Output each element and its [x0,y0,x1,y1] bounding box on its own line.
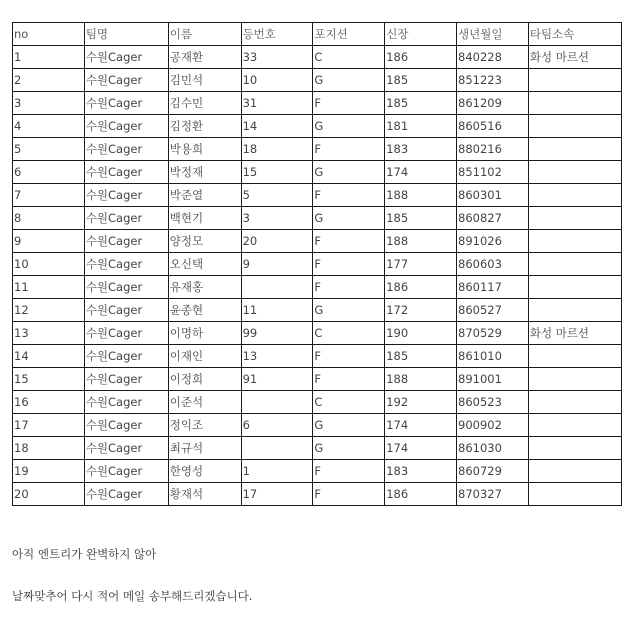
header-height: 신장 [385,23,457,46]
cell-jersey-number: 6 [241,414,313,437]
cell-name: 최규석 [168,437,241,460]
cell-name: 김수민 [168,92,241,115]
table-row [13,437,622,460]
cell-birthdate: 860603 [457,253,529,276]
table-row [13,138,622,161]
cell-jersey-number [241,276,313,299]
cell-other-team [528,345,621,368]
cell-no: 12 [13,299,85,322]
cell-height: 185 [385,207,457,230]
cell-position: F [313,460,385,483]
table-row [13,368,622,391]
cell-jersey-number: 1 [241,460,313,483]
cell-position: F [313,345,385,368]
cell-name: 김민석 [168,69,241,92]
cell-team: 수원Cager [84,207,168,230]
cell-height: 188 [385,368,457,391]
cell-team: 수원Cager [84,184,168,207]
cell-team: 수원Cager [84,230,168,253]
table-row [13,92,622,115]
roster-table [12,22,622,506]
cell-name: 김정환 [168,115,241,138]
cell-team: 수원Cager [84,414,168,437]
table-row [13,483,622,506]
cell-birthdate: 860523 [457,391,529,414]
table-header-row [13,23,622,46]
cell-no: 8 [13,207,85,230]
table-row [13,69,622,92]
cell-jersey-number: 14 [241,115,313,138]
cell-birthdate: 860516 [457,115,529,138]
cell-name: 이명하 [168,322,241,345]
cell-jersey-number: 31 [241,92,313,115]
cell-other-team [528,483,621,506]
cell-other-team [528,391,621,414]
table-row [13,322,622,345]
cell-position: F [313,230,385,253]
cell-team: 수원Cager [84,391,168,414]
cell-name: 백현기 [168,207,241,230]
cell-other-team [528,138,621,161]
cell-position: G [313,69,385,92]
cell-position: F [313,368,385,391]
table-body [13,46,622,506]
table-row [13,414,622,437]
cell-jersey-number [241,437,313,460]
cell-jersey-number: 91 [241,368,313,391]
cell-height: 186 [385,483,457,506]
cell-no: 15 [13,368,85,391]
cell-height: 174 [385,437,457,460]
cell-other-team [528,414,621,437]
cell-birthdate: 891026 [457,230,529,253]
cell-birthdate: 870529 [457,322,529,345]
cell-no: 16 [13,391,85,414]
cell-no: 7 [13,184,85,207]
cell-team: 수원Cager [84,115,168,138]
note-will-resend-email: 날짜맞추어 다시 적어 메일 송부해드리겠습니다. [12,589,253,603]
cell-position: G [313,414,385,437]
cell-height: 190 [385,322,457,345]
table-row [13,460,622,483]
cell-other-team: 화성 마르션 [528,322,621,345]
cell-other-team [528,184,621,207]
cell-birthdate: 880216 [457,138,529,161]
cell-position: G [313,437,385,460]
cell-no: 14 [13,345,85,368]
cell-name: 윤종현 [168,299,241,322]
cell-jersey-number [241,391,313,414]
cell-position: F [313,184,385,207]
cell-height: 185 [385,345,457,368]
cell-height: 183 [385,138,457,161]
cell-no: 10 [13,253,85,276]
table-row [13,115,622,138]
cell-name: 오신택 [168,253,241,276]
cell-position: G [313,161,385,184]
cell-no: 5 [13,138,85,161]
cell-birthdate: 840228 [457,46,529,69]
cell-name: 이재인 [168,345,241,368]
cell-team: 수원Cager [84,322,168,345]
cell-other-team [528,253,621,276]
cell-birthdate: 860729 [457,460,529,483]
cell-other-team [528,276,621,299]
table-row [13,391,622,414]
cell-height: 174 [385,161,457,184]
table-row [13,299,622,322]
cell-position: G [313,299,385,322]
cell-jersey-number: 20 [241,230,313,253]
cell-no: 6 [13,161,85,184]
header-no: no [13,23,85,46]
cell-position: F [313,138,385,161]
cell-name: 유재홍 [168,276,241,299]
header-birthdate: 생년월일 [457,23,529,46]
cell-height: 181 [385,115,457,138]
cell-name: 양정모 [168,230,241,253]
cell-height: 188 [385,184,457,207]
table-row [13,184,622,207]
cell-name: 한영성 [168,460,241,483]
cell-birthdate: 851102 [457,161,529,184]
cell-no: 9 [13,230,85,253]
cell-birthdate: 861030 [457,437,529,460]
cell-height: 186 [385,276,457,299]
cell-team: 수원Cager [84,138,168,161]
cell-birthdate: 851223 [457,69,529,92]
cell-position: F [313,253,385,276]
cell-team: 수원Cager [84,161,168,184]
cell-team: 수원Cager [84,253,168,276]
cell-height: 192 [385,391,457,414]
cell-no: 18 [13,437,85,460]
cell-height: 172 [385,299,457,322]
cell-position: F [313,92,385,115]
cell-jersey-number: 33 [241,46,313,69]
cell-height: 183 [385,460,457,483]
cell-position: C [313,46,385,69]
cell-name: 정익조 [168,414,241,437]
cell-name: 공재환 [168,46,241,69]
cell-other-team [528,299,621,322]
cell-other-team [528,460,621,483]
cell-team: 수원Cager [84,46,168,69]
cell-other-team [528,161,621,184]
cell-team: 수원Cager [84,92,168,115]
cell-other-team [528,207,621,230]
cell-birthdate: 870327 [457,483,529,506]
header-team: 팀명 [84,23,168,46]
cell-no: 20 [13,483,85,506]
cell-no: 1 [13,46,85,69]
cell-team: 수원Cager [84,483,168,506]
cell-jersey-number: 17 [241,483,313,506]
cell-height: 186 [385,46,457,69]
cell-name: 박용희 [168,138,241,161]
cell-jersey-number: 11 [241,299,313,322]
cell-jersey-number: 10 [241,69,313,92]
cell-birthdate: 900902 [457,414,529,437]
header-name: 이름 [168,23,241,46]
cell-team: 수원Cager [84,368,168,391]
table-row [13,253,622,276]
cell-no: 2 [13,69,85,92]
cell-jersey-number: 9 [241,253,313,276]
table-row [13,161,622,184]
cell-jersey-number: 99 [241,322,313,345]
cell-position: G [313,115,385,138]
cell-height: 185 [385,92,457,115]
cell-other-team [528,69,621,92]
cell-no: 3 [13,92,85,115]
cell-height: 185 [385,69,457,92]
cell-height: 188 [385,230,457,253]
cell-jersey-number: 3 [241,207,313,230]
cell-no: 11 [13,276,85,299]
table-row [13,276,622,299]
cell-no: 4 [13,115,85,138]
cell-other-team [528,368,621,391]
cell-team: 수원Cager [84,437,168,460]
header-other-team: 타팀소속 [528,23,621,46]
cell-birthdate: 861010 [457,345,529,368]
header-position: 포지션 [313,23,385,46]
cell-team: 수원Cager [84,299,168,322]
header-jersey-number: 등번호 [241,23,313,46]
cell-jersey-number: 13 [241,345,313,368]
cell-position: F [313,276,385,299]
table-row [13,230,622,253]
cell-height: 177 [385,253,457,276]
cell-no: 13 [13,322,85,345]
cell-other-team [528,230,621,253]
cell-team: 수원Cager [84,460,168,483]
cell-name: 이준석 [168,391,241,414]
cell-jersey-number: 15 [241,161,313,184]
table-row [13,46,622,69]
cell-jersey-number: 18 [241,138,313,161]
cell-birthdate: 891001 [457,368,529,391]
cell-position: G [313,207,385,230]
cell-no: 19 [13,460,85,483]
cell-name: 이정희 [168,368,241,391]
cell-position: C [313,391,385,414]
cell-birthdate: 860527 [457,299,529,322]
cell-position: F [313,483,385,506]
cell-height: 174 [385,414,457,437]
cell-name: 박정재 [168,161,241,184]
note-entry-incomplete: 아직 엔트리가 완벽하지 않아 [12,547,157,561]
cell-other-team: 화성 마르션 [528,46,621,69]
table-row [13,207,622,230]
cell-birthdate: 860301 [457,184,529,207]
cell-other-team [528,437,621,460]
cell-team: 수원Cager [84,69,168,92]
cell-birthdate: 860117 [457,276,529,299]
cell-team: 수원Cager [84,276,168,299]
table-row [13,345,622,368]
cell-other-team [528,115,621,138]
cell-name: 박준열 [168,184,241,207]
cell-position: C [313,322,385,345]
cell-name: 황재석 [168,483,241,506]
cell-team: 수원Cager [84,345,168,368]
cell-birthdate: 861209 [457,92,529,115]
cell-birthdate: 860827 [457,207,529,230]
cell-no: 17 [13,414,85,437]
cell-other-team [528,92,621,115]
cell-jersey-number: 5 [241,184,313,207]
